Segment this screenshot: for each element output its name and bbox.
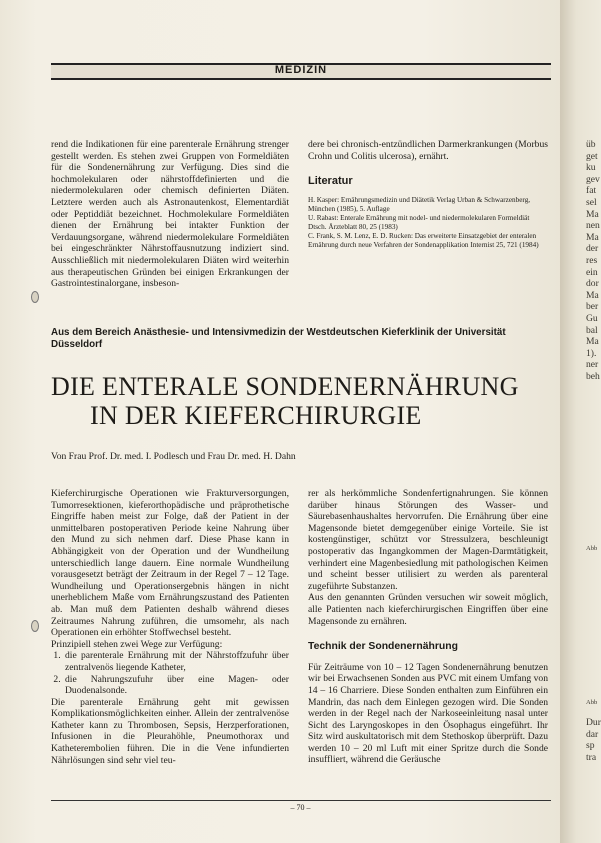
paragraph: Für Zeiträume von 10 – 12 Tagen Sondenernährung benutzen wir bei Erwachsenen Sonden aus PVC mit einem Umfang von 14 – 16 Charriere. Diese Sonden enthalten zum Einführen ein Mandrin, das nach dem Einlegen gezogen wird. Die Sonden werden in der Regel nach der Narkoseeinleitung nasal unter Sicht des Laryngoskopes in den Ösophagus eingeführt. Ihr Sitz wird auskultatorisch mit dem Stethoskop überprüft. Dazu werden 10 – 20 ml Luft mit einer Spritze durch die Sonde insuffliert, während die Geräusche bbox=[308, 661, 548, 766]
article-title-line-1: DIE ENTERALE SONDENERNÄHRUNG bbox=[51, 372, 519, 401]
paragraph: Aus den genannten Gründen versuchen wir soweit möglich, alle Patienten nach kieferchirurgischen Eingriffen über eine Magensonde zu ernähren. bbox=[308, 592, 548, 627]
footer-rule bbox=[51, 800, 551, 801]
reference-item: C. Frank, S. M. Lenz, E. D. Rucken: Das erweiterte Einsatzgebiet der enteralen Ernährung durch neue Verfahren der Sondenapplikation Internist 25, 721 (1984) bbox=[308, 231, 539, 249]
paragraph: Die parenterale Ernährung geht mit gewissen Komplikationsmöglichkeiten einher. Allein der zentralvenöse Katheter kann zu Thrombosen, Sepsis, Herzperforationen, Infusionen in die Pleurahöhle, Pneumothorax und Katheterembolien führen. Die in die Vene infundierten Nährlösungen sind sehr viel teu- bbox=[51, 696, 289, 766]
reference-item: U. Rabast: Enterale Ernährung mit nodel- und niedermolekularen Formeldiät Dtsch. Ärzteblatt 80, 25 (1983) bbox=[308, 213, 530, 231]
section-header: MEDIZIN bbox=[274, 64, 328, 76]
adjacent-page-fragment: Abb bbox=[586, 699, 598, 706]
body-left-column bbox=[51, 488, 289, 766]
adjacent-page-fragment: Dur dar sp tra bbox=[586, 717, 601, 763]
subheading: Technik der Sondenernährung bbox=[308, 641, 458, 653]
binding-mark bbox=[31, 291, 39, 303]
reference-item: H. Kasper: Ernährungsmedizin und Diätetik Verlag Urban & Schwarzenberg, München (1985), 5. Auflage bbox=[308, 195, 531, 213]
adjacent-page-fragment: üb get ku gev fat sel Ma nen Ma der res ein dor Ma ber Gu bal Ma 1). ner beh bbox=[586, 139, 600, 382]
binding-mark bbox=[31, 620, 39, 632]
literature-heading: Literatur bbox=[308, 175, 353, 188]
list-item: 1. die parenterale Ernährung mit der Nährstoffzufuhr über zentralvenös liegende Katheter, bbox=[63, 650, 289, 673]
section-header-bar bbox=[51, 63, 551, 80]
article-title-line-2: IN DER KIEFERCHIRURGIE bbox=[90, 401, 422, 430]
top-right-column bbox=[308, 139, 548, 250]
body-right-column bbox=[308, 488, 548, 766]
paragraph: Kieferchirurgische Operationen wie Frakturversorgungen, Tumorresektionen, kieferorthopädische und präprothetische Eingriffe haben meist zur Folge, daß der Patient in der unmittelbaren postoperativen Periode keine Nahrung über den Mund zu sich nehmen darf. Diese Phase kann in Abhängigkeit von der Operation und der Wundheilung unterschiedlich lange dauern. Eine normale Wundheilung vorausgesetzt beträgt der Zeitraum in der Regel 7 – 12 Tage. Wundheilung und Operationsergebnis hängen in nicht unerheblichem Maße vom Ernährungszustand des Patienten ab. Man muß dem Patienten deshalb während dieses Zeitraumes Nahrung zuführen, die umsomehr, als nach Operationen ein erhöhter Stoffwechsel besteht. bbox=[51, 488, 289, 639]
institution-line: Aus dem Bereich Anästhesie- und Intensivmedizin der Westdeutschen Kieferklinik der Universität Düsseldorf bbox=[51, 327, 506, 350]
page-number: – 70 – bbox=[290, 803, 311, 812]
paragraph: dere bei chronisch-entzündlichen Darmerkrankungen (Morbus Crohn und Colitis ulcerosa), ernährt. bbox=[308, 139, 548, 162]
authors-line: Von Frau Prof. Dr. med. I. Podlesch und Frau Dr. med. H. Dahn bbox=[51, 451, 296, 462]
paragraph: rer als herkömmliche Sondenfertignahrungen. Sie können darüber hinaus Störungen des Wasser- und Säurebasenhaushaltes hervorrufen. Die Ernährung über eine Magensonde bietet demgegenüber einige Vorteile. Sie ist kostengünstiger, schützt vor Stressulzera, beschleunigt postoperativ das Ingangkommen der Magen-Darmtätigkeit, verhindert eine Magenbesiedlung mit pathologischen Keimen und scheint besser utilisiert zu werden als parenteral zugeführte Substanzen. bbox=[308, 488, 548, 592]
paragraph: rend die Indikationen für eine parenterale Ernährung strenger gestellt werden. Es stehen zwei Gruppen von Formeldiäten für die Sondenernährung zur Verfügung. Dies sind die hochmolekularen oder nährstoffdefinierten und die niedermolekularen oder chemisch definierten Diäten. Letztere werden auch als Astronautenkost, Elementardiät oder Peptiddiät bezeichnet. Hochmolekulare Formeldiäten dienen der Ernährung bei intakter Funktion der Verdauungsorgane, während niedermolekulare Formeldiäten bei eingeschränkter Nährstoffausnutzung indiziert sind. Ausschließlich mit niedermolekularen Diäten wird weiterhin aus therapeutischen Gründen bei einigen Erkrankungen der Gastrointestinalorgane, insbeson- bbox=[51, 139, 289, 290]
paragraph: Prinzipiell stehen zwei Wege zur Verfügung: bbox=[51, 638, 223, 650]
adjacent-page-fragment: Abb bbox=[586, 545, 598, 552]
top-left-column bbox=[51, 139, 289, 290]
list-item: 2. die Nahrungszufuhr über eine Magen- oder Duodenalsonde. bbox=[63, 674, 289, 697]
numbered-list bbox=[51, 650, 289, 696]
